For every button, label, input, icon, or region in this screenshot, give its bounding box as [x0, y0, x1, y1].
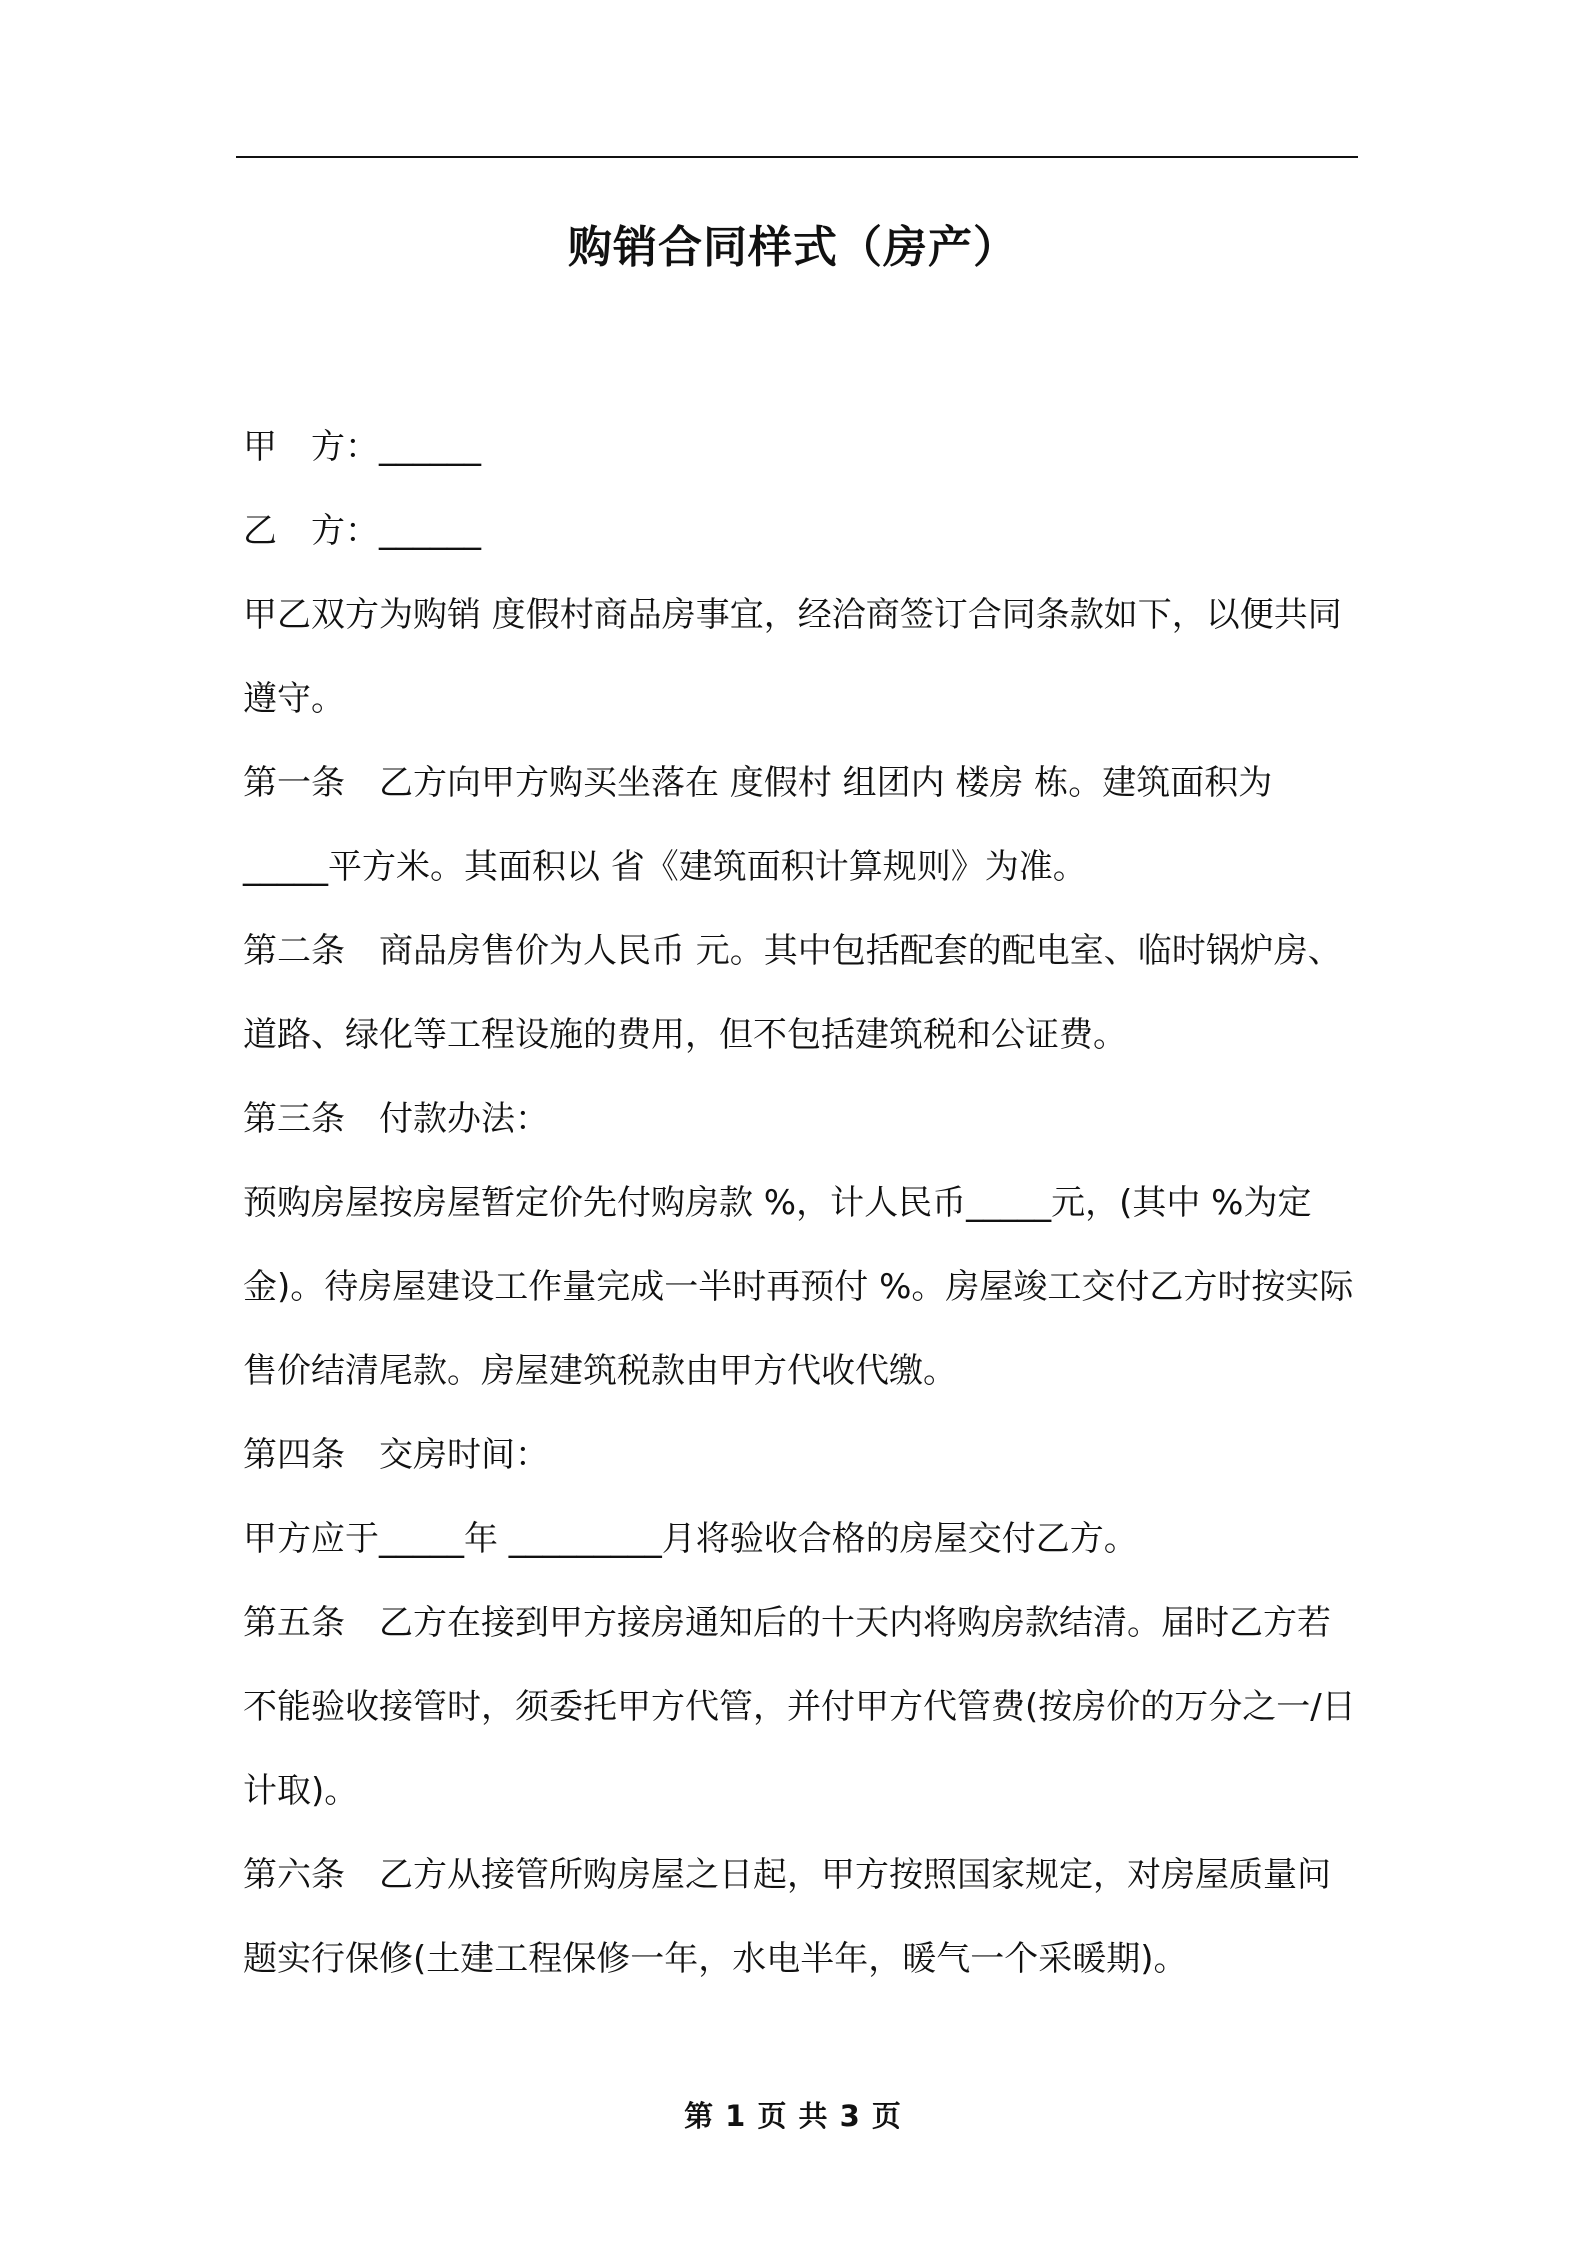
- article-6: 第六条 乙方从接管所购房屋之日起，甲方按照国家规定，对房屋质量问题实行保修(土建工程保修一年，水电半年，暖气一个采暖期)。: [243, 1855, 1331, 1979]
- party-a-line: [243, 405, 1358, 489]
- contract-body: [243, 405, 1358, 2001]
- article-3-payment-terms: 预购房屋按房屋暂定价先付购房款 %，计人民币_____元，(其中 %为定金)。待房屋建设工作量完成一半时再预付 %。房屋竣工交付乙方时按实际售价结清尾款。房屋建筑税款由甲方代收代缴。: [243, 1183, 1354, 1391]
- party-a-label: 甲 方：: [243, 427, 379, 467]
- article-4-delivery-date: 甲方应于_____年 _________月将验收合格的房屋交付乙方。: [243, 1519, 1138, 1559]
- page-footer: 第 1 页 共 3 页: [684, 2099, 902, 2133]
- preamble-paragraph: 甲乙双方为购销 度假村商品房事宜，经洽商签订合同条款如下，以便共同遵守。: [243, 595, 1342, 719]
- party-b-value: ______: [379, 511, 481, 551]
- article-3-heading: 第三条 付款办法：: [243, 1099, 549, 1139]
- header-rule: [236, 156, 1358, 158]
- article-5: 第五条 乙方在接到甲方接房通知后的十天内将购房款结清。届时乙方若不能验收接管时，须委托甲方代管，并付甲方代管费(按房价的万分之一/日计取)。: [243, 1603, 1356, 1811]
- party-a-value: ______: [379, 427, 481, 467]
- party-b-line: [243, 489, 1358, 573]
- party-b-label: 乙 方：: [243, 511, 379, 551]
- article-1: 第一条 乙方向甲方购买坐落在 度假村 组团内 楼房 栋。建筑面积为 _____平方米。其面积以 省《建筑面积计算规则》为准。: [243, 763, 1284, 887]
- article-4-heading: 第四条 交房时间：: [243, 1435, 549, 1475]
- page-title: 购销合同样式（房产）: [568, 222, 1018, 273]
- article-2: 第二条 商品房售价为人民币 元。其中包括配套的配电室、临时锅炉房、道路、绿化等工程设施的费用，但不包括建筑税和公证费。: [243, 931, 1342, 1055]
